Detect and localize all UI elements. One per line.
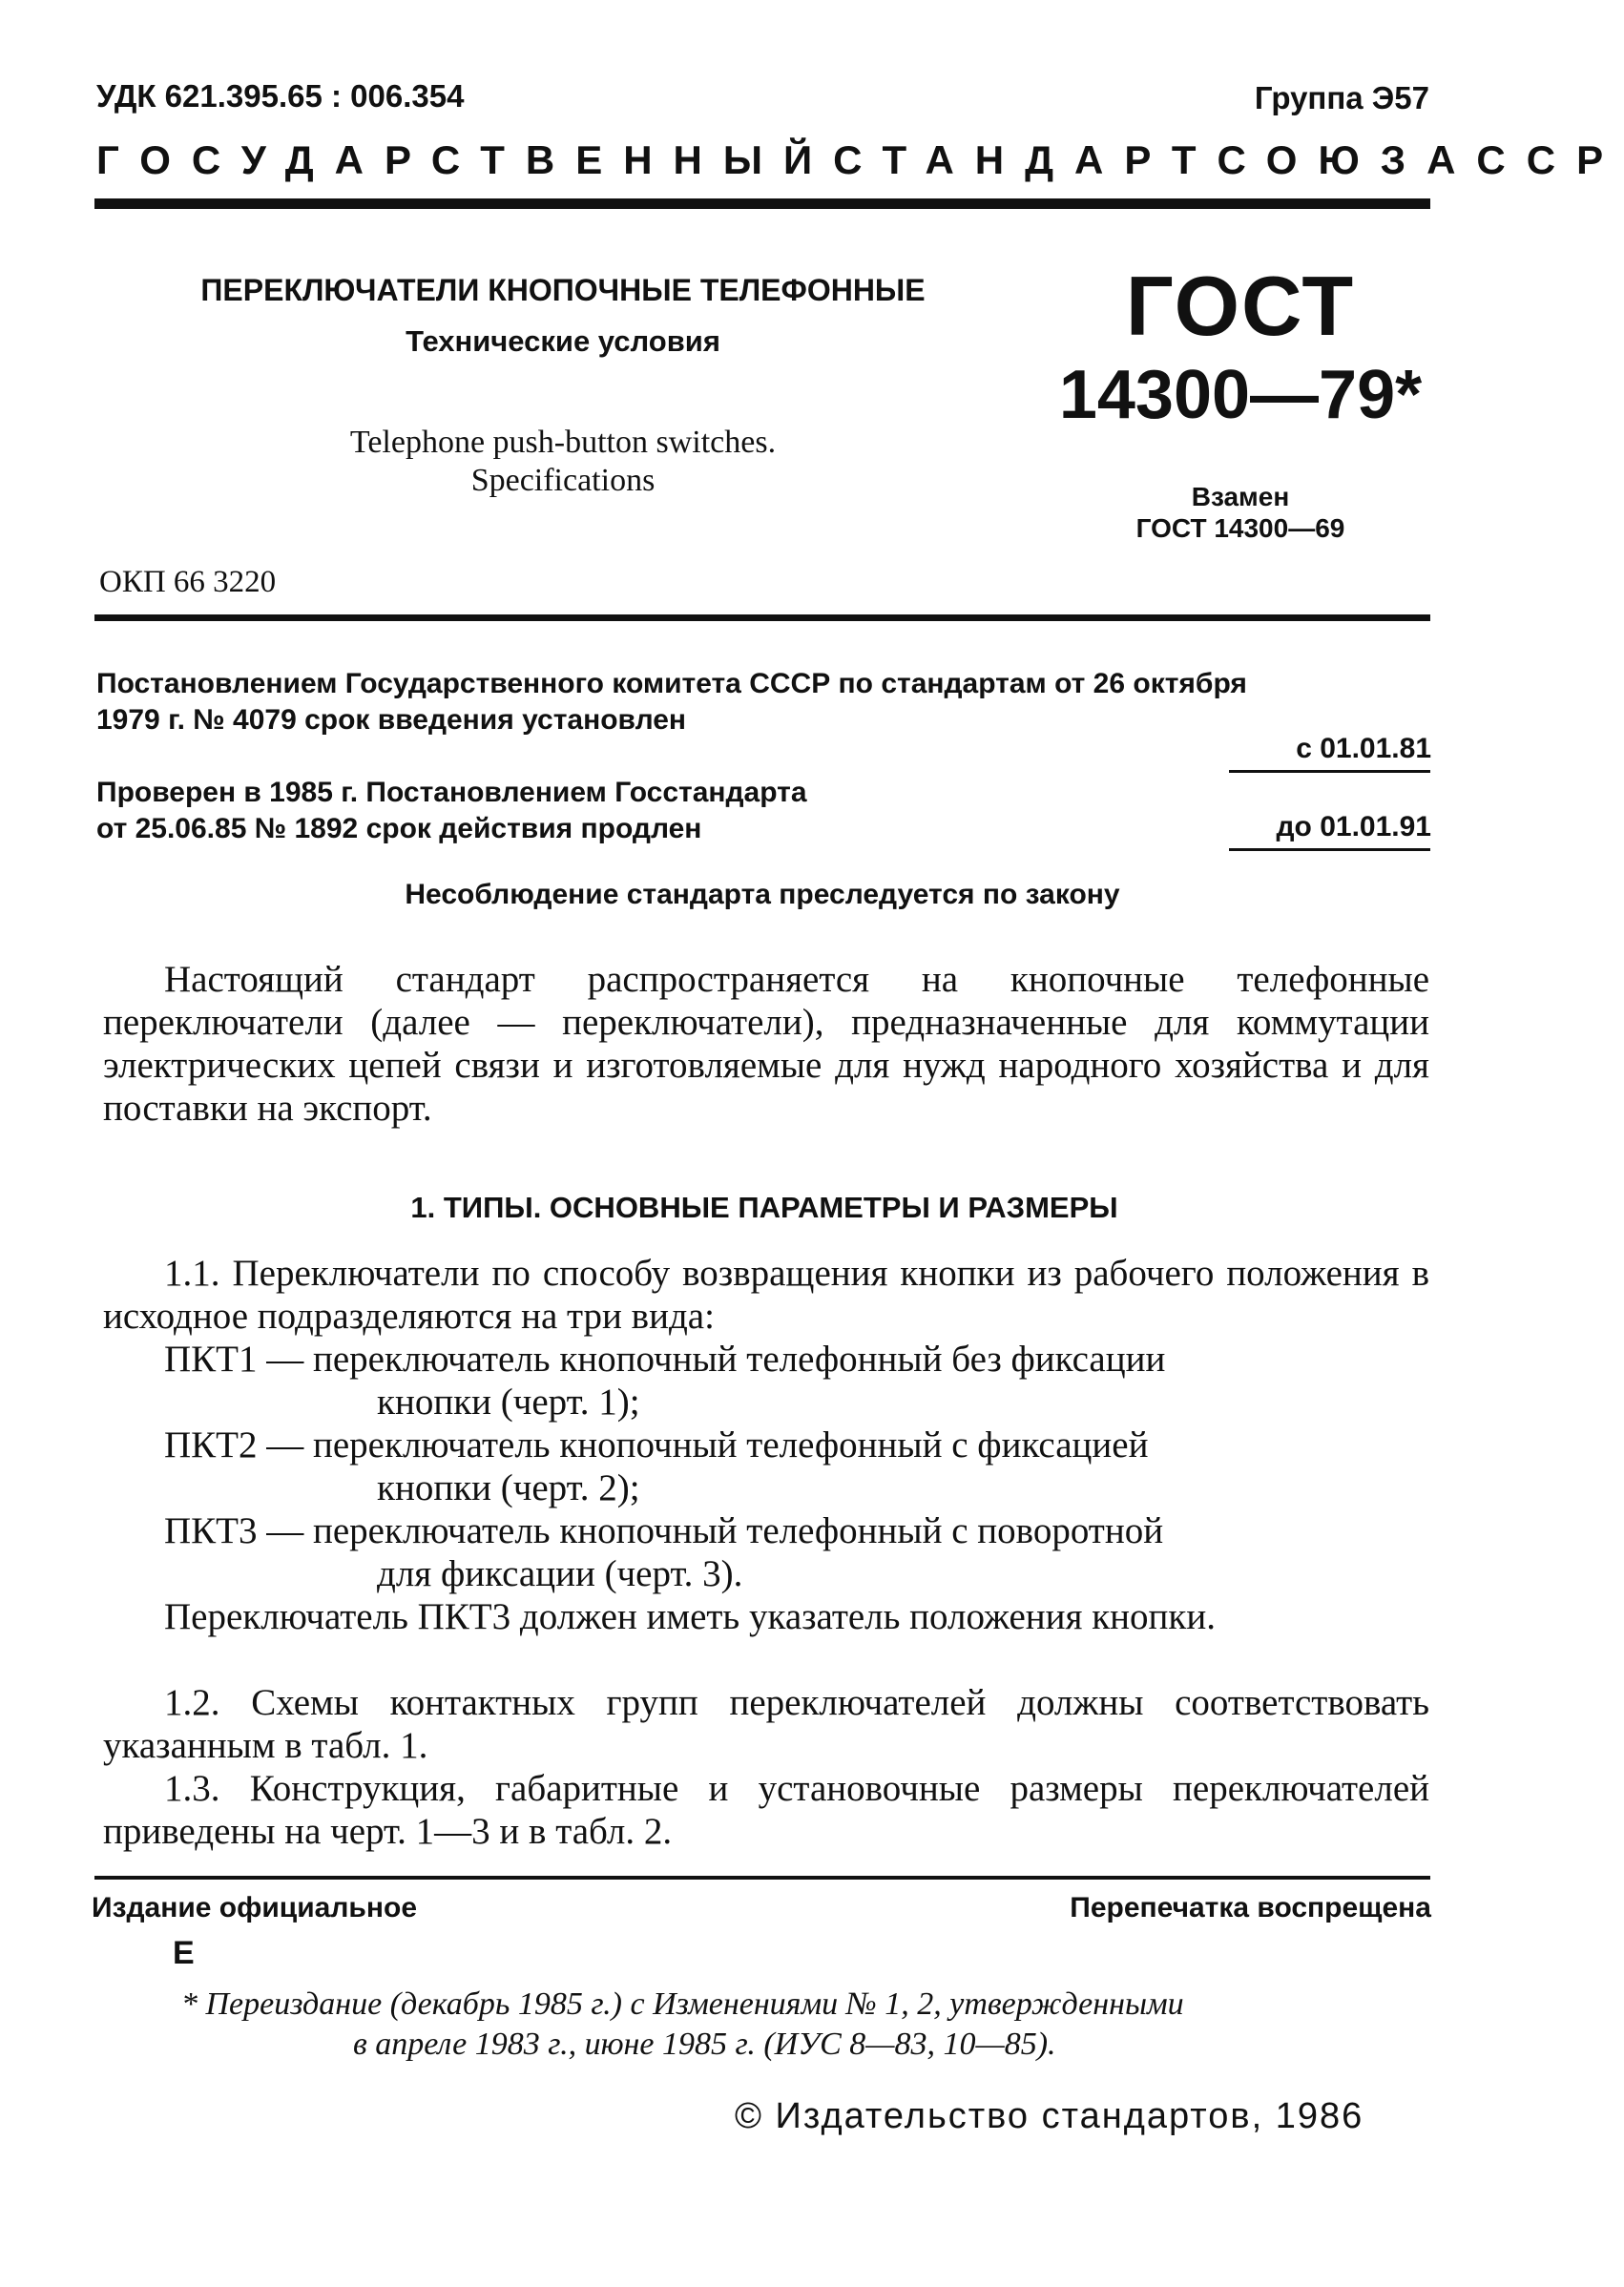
replaces-value: ГОСТ 14300—69 bbox=[1135, 513, 1345, 543]
date-to-underline bbox=[1229, 848, 1430, 851]
gost-label: ГОСТ bbox=[1125, 259, 1356, 353]
banner-word: ГОСУДАРСТВЕННЫЙ bbox=[96, 137, 834, 182]
type-item bbox=[164, 1338, 1429, 1381]
type-description: — переключатель кнопочный телефонный с поворотной bbox=[257, 1510, 1164, 1551]
type-description-continued: кнопки (черт. 1); bbox=[377, 1382, 640, 1423]
document-title: ПЕРЕКЛЮЧАТЕЛИ КНОПОЧНЫЕ ТЕЛЕФОННЫЕ bbox=[200, 273, 926, 307]
type-code: ПКТ2 bbox=[164, 1424, 258, 1466]
checked-text bbox=[96, 775, 955, 847]
footnote-line: в апреле 1983 г., июне 1985 г. (ИУС 8—83, 10—85). bbox=[353, 2027, 1056, 2062]
section-heading: 1. ТИПЫ. ОСНОВНЫЕ ПАРАМЕТРЫ И РАЗМЕРЫ bbox=[410, 1191, 1118, 1224]
document-subtitle: Технические условия bbox=[406, 324, 720, 358]
header-rule-thick bbox=[94, 198, 1430, 209]
edition-letter: Е bbox=[173, 1935, 195, 1971]
paragraph-1-3: 1.3. Конструкция, габаритные и установочные размеры переключателей приведены на черт. 1—3 и в табл. 2. bbox=[103, 1768, 1429, 1852]
decree-line: 1979 г. № 4079 срок введения установлен bbox=[96, 704, 687, 736]
checked-line: от 25.06.85 № 1892 срок действия продлен bbox=[96, 813, 702, 844]
type-description-continued: для фиксации (черт. 3). bbox=[377, 1553, 743, 1594]
official-edition-label: Издание официальное bbox=[92, 1892, 418, 1923]
okp-code: ОКП 66 3220 bbox=[99, 565, 277, 599]
date-from-underline bbox=[1229, 770, 1430, 773]
type-code: ПКТ1 bbox=[164, 1339, 258, 1380]
type-description-continued: кнопки (черт. 2); bbox=[377, 1467, 640, 1508]
effective-date-from: с 01.01.81 bbox=[1296, 733, 1431, 764]
title-rule-thick bbox=[94, 614, 1430, 621]
footnote-line: * Переиздание (декабрь 1985 г.) с Изменениями № 1, 2, утвержденными bbox=[181, 1986, 1184, 2022]
document-title-english bbox=[181, 424, 945, 500]
decree-line: Постановлением Государственного комитета СССР по стандартам от 26 октября bbox=[96, 668, 1247, 699]
intro-paragraph: Настоящий стандарт распространяется на кнопочные телефонные переключатели (далее — переключатели), предназначенные для коммутации электрических цепей связи и изготовляемые для нужд народного хозяйства и для поставки на экспорт. bbox=[103, 959, 1429, 1129]
type-description: — переключатель кнопочный телефонный без фиксации bbox=[257, 1339, 1166, 1380]
footer-rule bbox=[94, 1876, 1430, 1880]
type-code: ПКТ3 bbox=[164, 1510, 258, 1551]
law-notice: Несоблюдение стандарта преследуется по закону bbox=[405, 879, 1120, 910]
udk-code: УДК 621.395.65 : 006.354 bbox=[96, 78, 465, 114]
replaces-label: Взамен bbox=[1191, 482, 1290, 511]
type-description: — переключатель кнопочный телефонный с фиксацией bbox=[257, 1424, 1149, 1466]
reissue-footnote bbox=[181, 1985, 1184, 2065]
banner-word: СОЮЗА bbox=[1217, 137, 1477, 182]
effective-date-to: до 01.01.91 bbox=[1276, 811, 1431, 842]
english-title-line: Telephone push-button switches. bbox=[349, 425, 777, 460]
gost-number: 14300—79* bbox=[1058, 357, 1423, 433]
type-item bbox=[164, 1509, 1429, 1552]
state-standard-banner bbox=[96, 137, 1624, 183]
decree-text bbox=[96, 666, 1432, 738]
paragraph-1-1: 1.1. Переключатели по способу возвращения кнопки из рабочего положения в исходное подразделяются на три вида: bbox=[103, 1253, 1429, 1337]
reprint-prohibited-label: Перепечатка воспрещена bbox=[1070, 1892, 1431, 1923]
type-item bbox=[164, 1424, 1429, 1466]
copyright-notice: © Издательство стандартов, 1986 bbox=[735, 2096, 1364, 2136]
banner-word: ССР bbox=[1476, 137, 1624, 182]
english-title-line: Specifications bbox=[470, 463, 656, 498]
banner-word: СТАНДАРТ bbox=[833, 137, 1218, 182]
group-code: Группа Э57 bbox=[1254, 80, 1429, 115]
indicator-paragraph: Переключатель ПКТ3 должен иметь указатель положения кнопки. bbox=[164, 1596, 1216, 1637]
paragraph-1-2: 1.2. Схемы контактных групп переключателей должны соответствовать указанным в табл. 1. bbox=[103, 1682, 1429, 1766]
checked-line: Проверен в 1985 г. Постановлением Госстандарта bbox=[96, 777, 807, 808]
